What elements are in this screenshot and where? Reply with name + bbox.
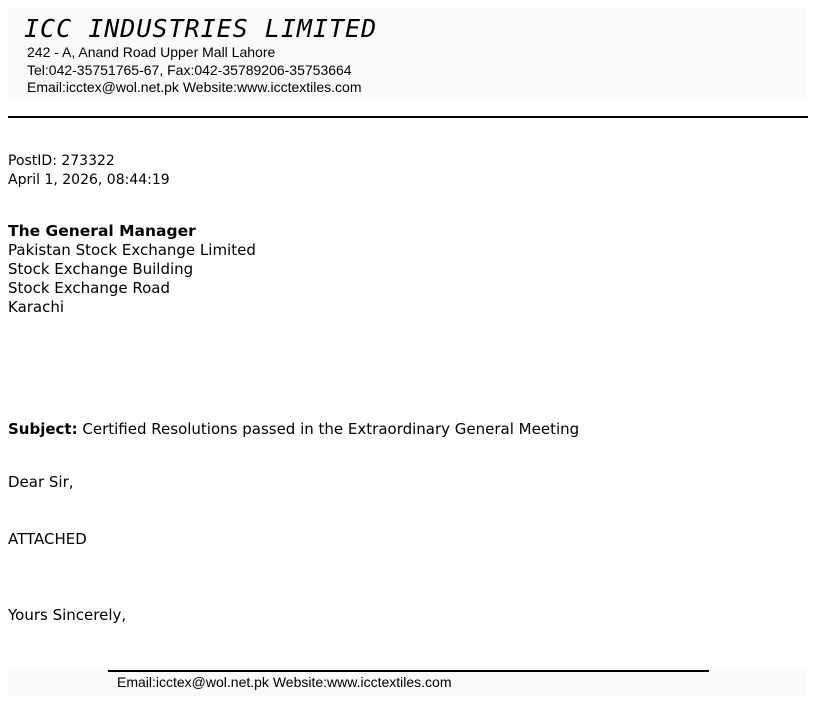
closing: Yours Sincerely, [8,606,127,624]
letterhead [8,8,807,100]
post-datetime: April 1, 2026, 08:44:19 [8,172,170,188]
subject-text: Certified Resolutions passed in the Extraordinary General Meeting [82,420,580,438]
header-divider [8,116,808,118]
recipient-organization: Pakistan Stock Exchange Limited [8,241,256,259]
recipient-building: Stock Exchange Building [8,260,194,278]
company-email-website: Email:icctex@wol.net.pk Website:www.icctextiles.com [27,79,362,95]
letter-body: ATTACHED [8,530,87,548]
company-name: ICC INDUSTRIES LIMITED [24,14,378,43]
subject-line [8,420,579,439]
recipient-road: Stock Exchange Road [8,279,170,297]
post-id: PostID: 273322 [8,153,115,169]
recipient-city: Karachi [8,298,65,316]
footer-divider [108,670,709,672]
recipient-block [8,222,256,317]
post-meta [8,152,170,190]
subject-label: Subject: [8,420,78,438]
salutation: Dear Sir, [8,473,74,491]
footer-email-website: Email:icctex@wol.net.pk Website:www.icctextiles.com [117,674,452,690]
company-address: 242 - A, Anand Road Upper Mall Lahore [27,44,276,60]
company-phone-fax: Tel:042-35751765-67, Fax:042-35789206-35753664 [27,62,352,78]
recipient-title: The General Manager [8,222,196,240]
